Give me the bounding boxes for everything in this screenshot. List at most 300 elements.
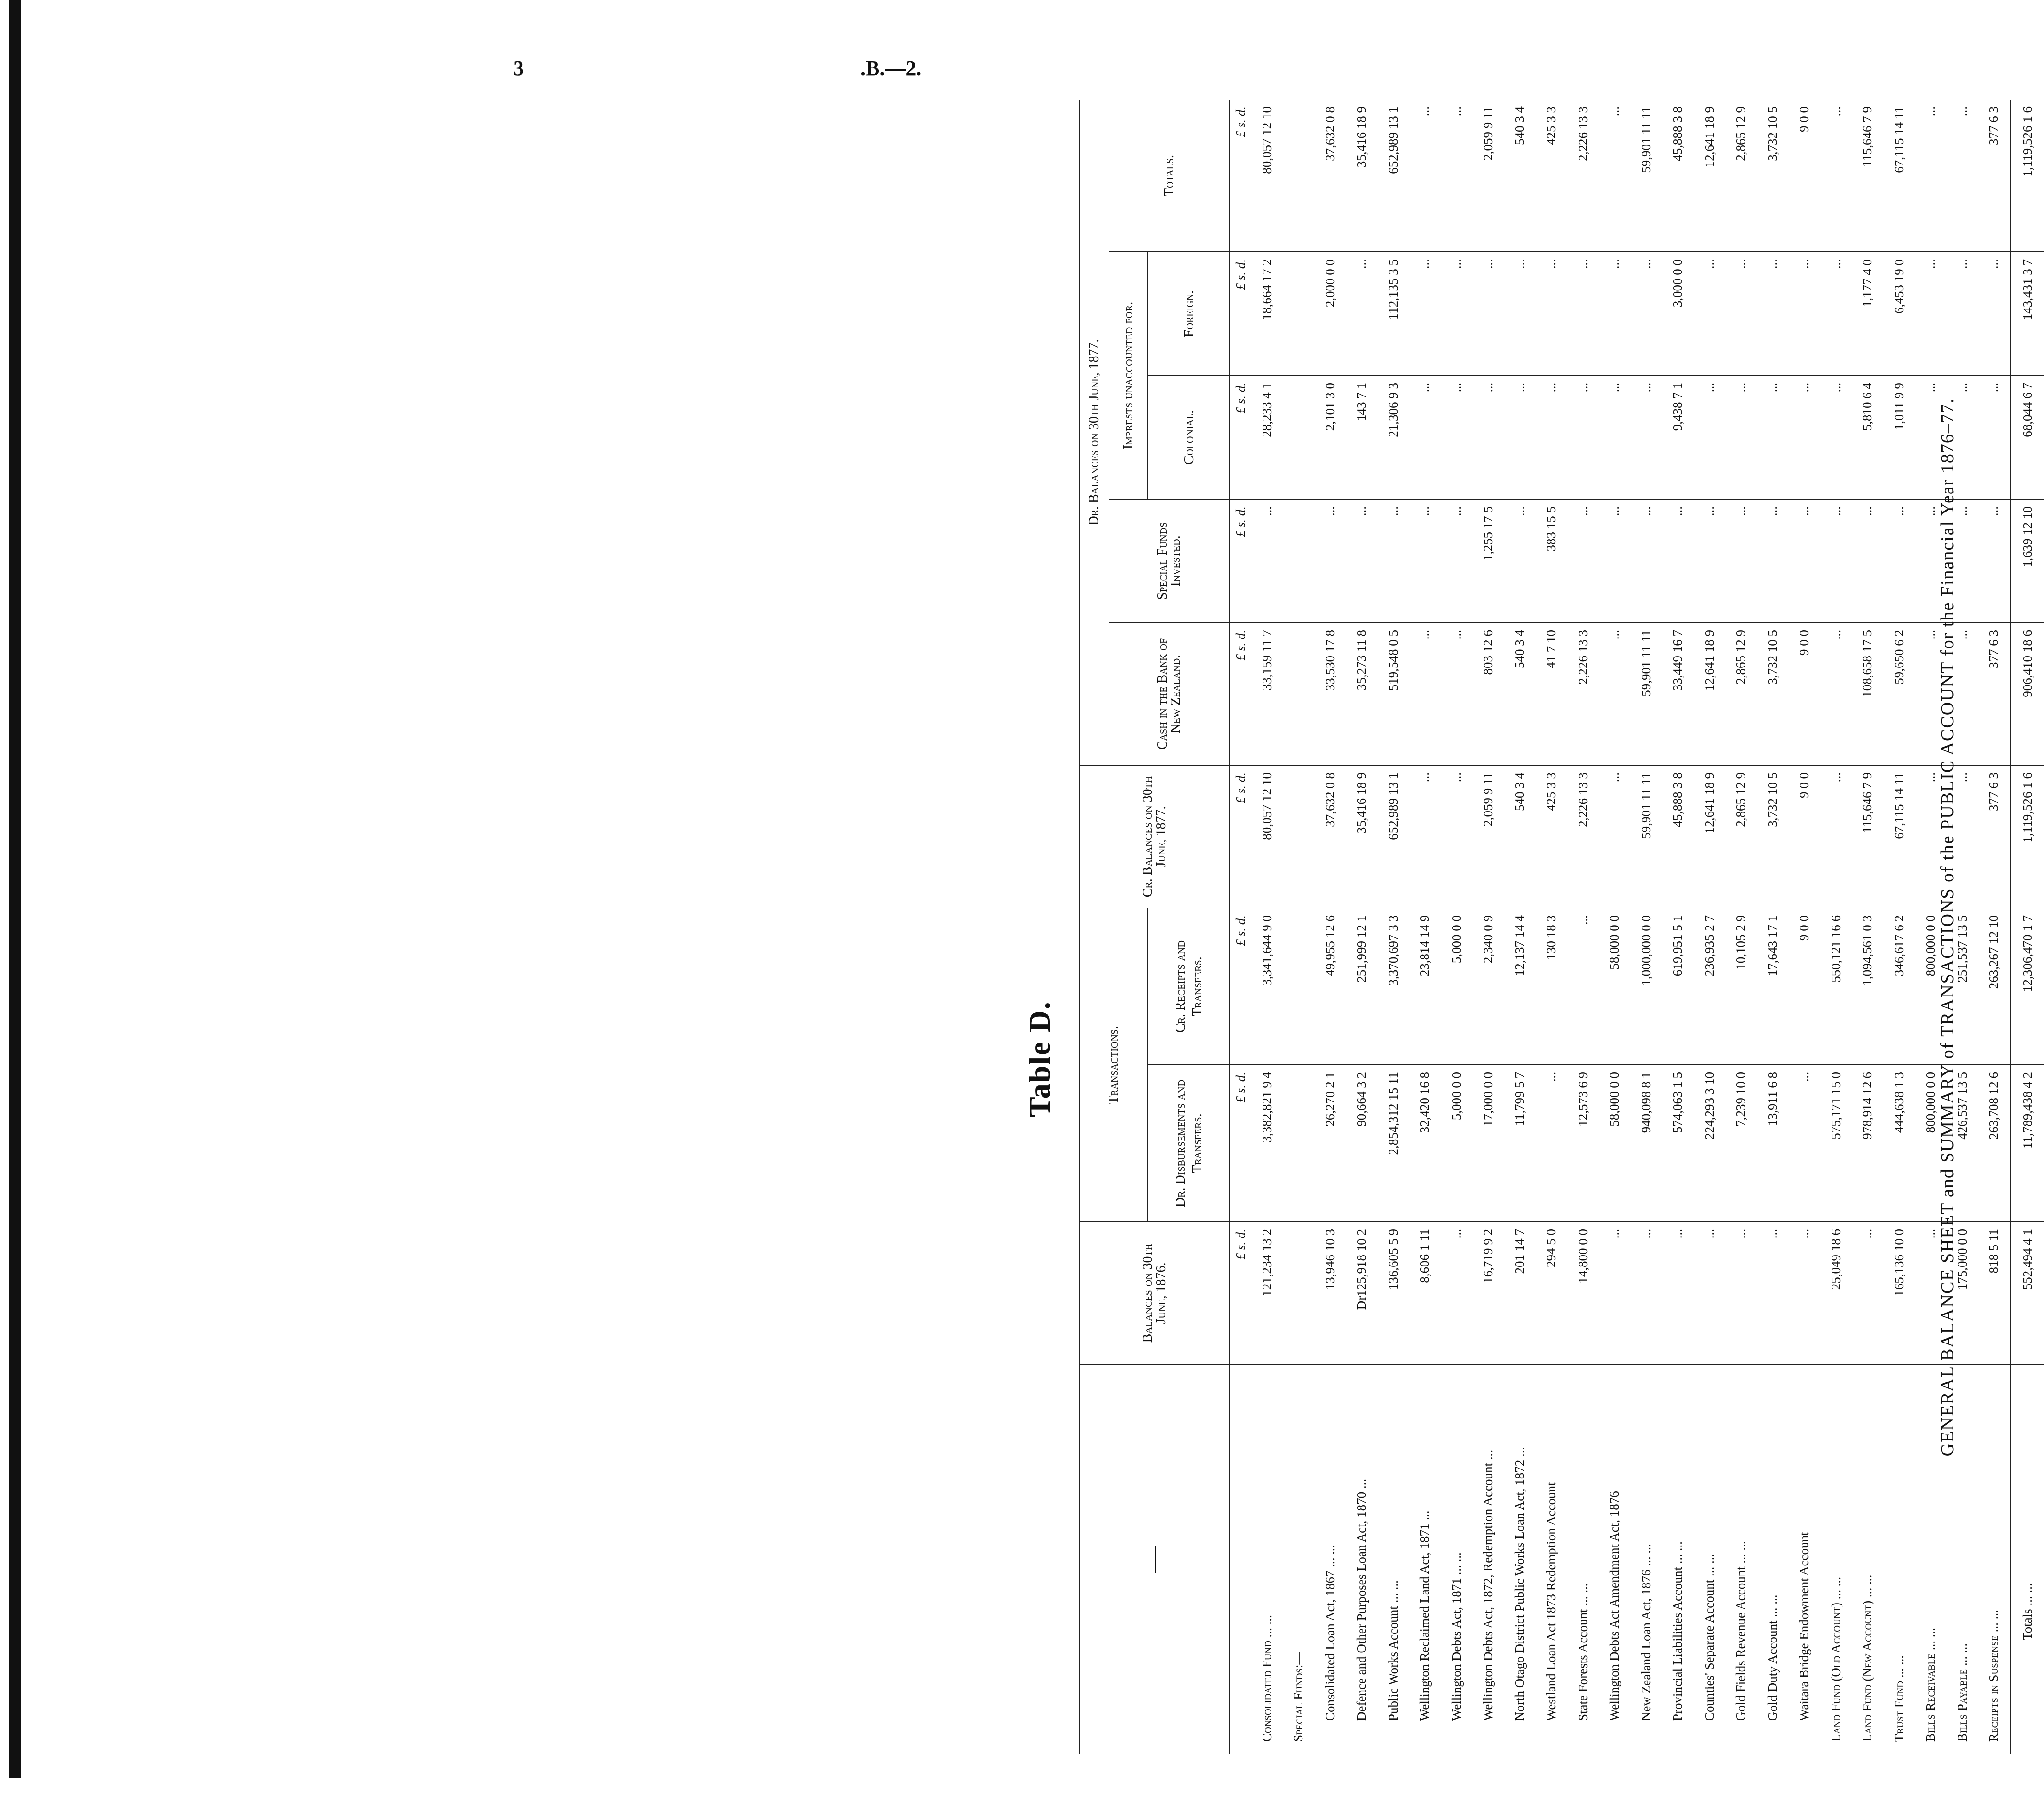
cell-bal76: 175,000 0 0: [1947, 1222, 1978, 1364]
cell-cr: 550,121 16 6: [1820, 908, 1852, 1065]
unit-label: £ s. d.: [1230, 1065, 1251, 1222]
table-row: [1473, 100, 1504, 1754]
cell-for: ...: [1726, 252, 1757, 376]
row-label: Consolidated Fund ... ...: [1251, 1364, 1283, 1754]
cell-bal76: ...: [1852, 1222, 1884, 1364]
cell-cr: 619,951 5 1: [1662, 908, 1694, 1065]
row-label: Westland Loan Act 1873 Redemption Account: [1536, 1364, 1568, 1754]
unit-label: £ s. d.: [1230, 499, 1251, 623]
cell-tot: 2,059 9 11: [1481, 106, 1495, 161]
table-row: [1378, 100, 1409, 1754]
cell-inv: ...: [1314, 499, 1346, 623]
cell-col: ...: [1536, 376, 1568, 499]
unit-label: £ s. d.: [1230, 908, 1251, 1065]
cell-crbal: ...: [1915, 765, 1947, 908]
cell-inv: ...: [1852, 499, 1884, 623]
cell-dr: 58,000 0 0: [1599, 1065, 1631, 1222]
cell-for: ...: [1536, 252, 1568, 376]
unit-label: £ s. d.: [1230, 623, 1251, 765]
cell-for: ...: [1789, 252, 1821, 376]
page-number: 3: [513, 57, 524, 80]
cell-dr: 224,293 3 10: [1694, 1065, 1726, 1222]
label-column-header: ——: [1080, 1364, 1230, 1754]
cell-cash: 12,641 18 9: [1694, 623, 1726, 765]
cell-dr: 263,708 12 6: [1978, 1065, 2011, 1222]
cell-tot: 2,226 13 3: [1575, 106, 1590, 161]
cell-for: [1283, 252, 1315, 376]
cell-cash: [1283, 623, 1315, 765]
cell-cash: ...: [1409, 623, 1441, 765]
table-row: [1567, 100, 1599, 1754]
row-label: Wellington Debts Act, 1871 ... ...: [1441, 1364, 1473, 1754]
cell-cr: 2,340 0 9: [1473, 908, 1504, 1065]
cell-inv: ...: [1599, 499, 1631, 623]
cell-dr: 13,911 6 8: [1757, 1065, 1789, 1222]
cell-inv: ...: [1757, 499, 1789, 623]
cell-for: 6,453 19 0: [1883, 252, 1915, 376]
table-title: Table D.: [1022, 1001, 1056, 1117]
cell-cr: [1283, 908, 1315, 1065]
row-label: Defence and Other Purposes Loan Act, 1870 ...: [1346, 1364, 1378, 1754]
cell-for: ...: [1504, 252, 1536, 376]
cell-crbal: ...: [1599, 765, 1631, 908]
binding-edge: [9, 0, 21, 1778]
row-label: Receipts in Suspense ... ...: [1978, 1364, 2011, 1754]
row-label: North Otago District Public Works Loan Act, 1872 ...: [1504, 1364, 1536, 1754]
cell-dr: 17,000 0 0: [1473, 1065, 1504, 1222]
unit-label: £ s. d.: [1230, 252, 1251, 376]
cell-for: ...: [1820, 252, 1852, 376]
cell-tot: 540 3 4: [1512, 106, 1527, 145]
cell-crbal: 67,115 14 11: [1883, 765, 1915, 908]
cell-tot: 9 0 0: [1797, 106, 1812, 132]
cell-dr: [1283, 1065, 1315, 1222]
cell-cr: 346,617 6 2: [1883, 908, 1915, 1065]
cell-crbal: 2,865 12 9: [1726, 765, 1757, 908]
cell-bal76: 14,800 0 0: [1567, 1222, 1599, 1364]
cell-crbal: 37,632 0 8: [1314, 765, 1346, 908]
cell-col: ...: [1978, 376, 2011, 499]
cell-cr: 3,370,697 3 3: [1378, 908, 1409, 1065]
cell-cr: 58,000 0 0: [1599, 908, 1631, 1065]
cell-col: 21,306 9 3: [1378, 376, 1409, 499]
header-imprests: Imprests unaccounted for.: [1109, 252, 1148, 499]
cell-for: ...: [1441, 252, 1473, 376]
header-totals: Totals.: [1109, 100, 1230, 252]
cell-dr: 32,420 16 8: [1409, 1065, 1441, 1222]
cell-cr: 23,814 14 9: [1409, 908, 1441, 1065]
cell-bal76: 136,605 5 9: [1378, 1222, 1409, 1364]
cell-crbal: 45,888 3 8: [1662, 765, 1694, 908]
row-label: Bills Payable ... ...: [1947, 1364, 1978, 1754]
cell-inv: ...: [1346, 499, 1378, 623]
cell-inv: ...: [1694, 499, 1726, 623]
cell-tot: ...: [1923, 106, 1938, 116]
cell-cr: 1,094,561 0 3: [1852, 908, 1884, 1065]
table-row: [1630, 100, 1662, 1754]
cell-tot: ...: [1417, 106, 1432, 116]
cell-bal76: 294 5 0: [1536, 1222, 1568, 1364]
cell-tot: 3,732 10 5: [1765, 106, 1780, 161]
cell-crbal: 2,226 13 3: [1567, 765, 1599, 908]
cell-dr: 800,000 0 0: [1915, 1065, 1947, 1222]
total-tot: 1,119,526 1 6: [2010, 100, 2044, 252]
cell-cash: 377 6 3: [1978, 623, 2011, 765]
cell-for: 3,000 0 0: [1662, 252, 1694, 376]
total-cash: 906,410 18 6: [2010, 623, 2044, 765]
cell-cash: ...: [1947, 623, 1978, 765]
cell-col: ...: [1473, 376, 1504, 499]
cell-tot: 2,865 12 9: [1734, 106, 1748, 161]
cell-crbal: 9 0 0: [1789, 765, 1821, 908]
total-bal76: 552,494 4 1: [2010, 1222, 2044, 1364]
header-cr-balances-1877: Cr. Balances on 30th June, 1877.: [1080, 765, 1230, 908]
cell-col: ...: [1915, 376, 1947, 499]
cell-cash: 803 12 6: [1473, 623, 1504, 765]
cell-inv: ...: [1409, 499, 1441, 623]
cell-bal76: ...: [1757, 1222, 1789, 1364]
header-dr-balances-1877: Dr. Balances on 30th June, 1877.: [1080, 100, 1109, 765]
cell-col: ...: [1630, 376, 1662, 499]
cell-dr: ...: [1536, 1065, 1568, 1222]
cell-col: ...: [1789, 376, 1821, 499]
header-cr-receipts: Cr. Receipts and Transfers.: [1148, 908, 1230, 1065]
cell-for: ...: [1630, 252, 1662, 376]
unit-row: [1230, 100, 1251, 1754]
cell-cr: 49,955 12 6: [1314, 908, 1346, 1065]
cell-tot: 67,115 14 11: [1891, 106, 1906, 173]
cell-for: ...: [1978, 252, 2011, 376]
cell-cash: ...: [1915, 623, 1947, 765]
cell-inv: ...: [1820, 499, 1852, 623]
cell-inv: ...: [1883, 499, 1915, 623]
cell-inv: ...: [1726, 499, 1757, 623]
row-label: Wellington Reclaimed Land Act, 1871 ...: [1409, 1364, 1441, 1754]
cell-tot: ...: [1449, 106, 1464, 116]
table-row: [1883, 100, 1915, 1754]
cell-col: 1,011 9 9: [1883, 376, 1915, 499]
cell-crbal: ...: [1947, 765, 1978, 908]
cell-cr: 5,000 0 0: [1441, 908, 1473, 1065]
row-label: New Zealand Loan Act, 1876 ... ...: [1630, 1364, 1662, 1754]
cell-bal76: ...: [1630, 1222, 1662, 1364]
cell-dr: 90,664 3 2: [1346, 1065, 1378, 1222]
cell-bal76: ...: [1599, 1222, 1631, 1364]
cell-col: 9,438 7 1: [1662, 376, 1694, 499]
table-row: [1283, 100, 1315, 1754]
cell-for: ...: [1599, 252, 1631, 376]
cell-tot: 12,641 18 9: [1702, 106, 1716, 168]
cell-dr: 7,239 10 0: [1726, 1065, 1757, 1222]
cell-cash: 108,658 17 5: [1852, 623, 1884, 765]
cell-inv: ...: [1662, 499, 1694, 623]
cell-dr: 978,914 12 6: [1852, 1065, 1884, 1222]
row-label: Bills Receivable ... ...: [1915, 1364, 1947, 1754]
cell-crbal: 35,416 18 9: [1346, 765, 1378, 908]
cell-crbal: 12,641 18 9: [1694, 765, 1726, 908]
total-crbal: 1,119,526 1 6: [2010, 765, 2044, 908]
cell-bal76: 121,234 13 2: [1251, 1222, 1283, 1364]
row-label: Public Works Account ... ...: [1378, 1364, 1409, 1754]
cell-bal76: [1283, 1222, 1315, 1364]
page-reference: .B.—2.: [860, 57, 922, 80]
table-row: [1599, 100, 1631, 1754]
total-for: 143,431 3 7: [2010, 252, 2044, 376]
cell-tot: ...: [1607, 106, 1622, 116]
cell-cr: 1,000,000 0 0: [1630, 908, 1662, 1065]
row-label: Special Funds:—: [1283, 1364, 1315, 1754]
cell-for: 1,177 4 0: [1852, 252, 1884, 376]
cell-crbal: 2,059 9 11: [1473, 765, 1504, 908]
cell-cr: 3,341,644 9 0: [1251, 908, 1283, 1065]
cell-col: ...: [1599, 376, 1631, 499]
cell-inv: 383 15 5: [1536, 499, 1568, 623]
cell-cash: 59,650 6 2: [1883, 623, 1915, 765]
row-label: Wellington Debts Act Amendment Act, 1876: [1599, 1364, 1631, 1754]
row-label: Gold Duty Account ... ...: [1757, 1364, 1789, 1754]
rotated-page-content: [1012, 100, 2034, 1754]
unit-label: £ s. d.: [1230, 1222, 1251, 1364]
cell-cash: 9 0 0: [1789, 623, 1821, 765]
header-transactions: Transactions.: [1080, 908, 1148, 1222]
cell-col: 5,810 6 4: [1852, 376, 1884, 499]
cell-crbal: [1283, 765, 1315, 908]
cell-dr: 940,098 8 1: [1630, 1065, 1662, 1222]
row-label: Land Fund (Old Account) ... ...: [1820, 1364, 1852, 1754]
cell-tot: 425 3 3: [1544, 106, 1559, 145]
cell-cr: ...: [1567, 908, 1599, 1065]
table-row: [1726, 100, 1757, 1754]
total-dr: 11,789,438 4 2: [2010, 1065, 2044, 1222]
cell-dr: 2,854,312 15 11: [1378, 1065, 1409, 1222]
cell-col: ...: [1694, 376, 1726, 499]
cell-cr: 17,643 17 1: [1757, 908, 1789, 1065]
cell-col: 28,233 4 1: [1251, 376, 1283, 499]
cell-tot: ...: [1828, 106, 1843, 116]
cell-inv: ...: [1567, 499, 1599, 623]
cell-inv: ...: [1947, 499, 1978, 623]
cell-tot: 59,901 11 11: [1639, 106, 1653, 173]
cell-cash: 519,548 0 5: [1378, 623, 1409, 765]
header-foreign: Foreign.: [1148, 252, 1230, 376]
cell-cash: 59,901 11 11: [1630, 623, 1662, 765]
cell-cash: 41 7 10: [1536, 623, 1568, 765]
cell-for: 18,664 17 2: [1251, 252, 1283, 376]
cell-bal76: ...: [1726, 1222, 1757, 1364]
cell-tot: 115,646 7 9: [1860, 106, 1875, 167]
cell-tot: ...: [1955, 106, 1969, 116]
table-row: [1789, 100, 1821, 1754]
cell-crbal: 540 3 4: [1504, 765, 1536, 908]
cell-bal76: 8,606 1 11: [1409, 1222, 1441, 1364]
cell-col: ...: [1757, 376, 1789, 499]
cell-bal76: 13,946 10 3: [1314, 1222, 1346, 1364]
cell-dr: ...: [1789, 1065, 1821, 1222]
header-cash-bank: Cash in the Bank of New Zealand.: [1109, 623, 1230, 765]
table-row: [1346, 100, 1378, 1754]
total-inv: 1,639 12 10: [2010, 499, 2044, 623]
cell-inv: 1,255 17 5: [1473, 499, 1504, 623]
cell-bal76: 165,136 10 0: [1883, 1222, 1915, 1364]
cell-col: ...: [1947, 376, 1978, 499]
cell-col: ...: [1726, 376, 1757, 499]
cell-crbal: 425 3 3: [1536, 765, 1568, 908]
cell-for: ...: [1947, 252, 1978, 376]
cell-tot: 377 6 3: [1986, 106, 2001, 145]
cell-cash: 2,865 12 9: [1726, 623, 1757, 765]
cell-col: ...: [1820, 376, 1852, 499]
cell-dr: 5,000 0 0: [1441, 1065, 1473, 1222]
header-dr-disbursements: Dr. Disbursements and Transfers.: [1148, 1065, 1230, 1222]
cell-bal76: 201 14 7: [1504, 1222, 1536, 1364]
cell-tot: 45,888 3 8: [1670, 106, 1685, 161]
cell-cash: 33,159 11 7: [1251, 623, 1283, 765]
cell-cr: 10,105 2 9: [1726, 908, 1757, 1065]
cell-bal76: ...: [1662, 1222, 1694, 1364]
cell-bal76: 16,719 9 2: [1473, 1222, 1504, 1364]
table-row: [1978, 100, 2011, 1754]
table-row: [1314, 100, 1346, 1754]
cell-cr: 236,935 2 7: [1694, 908, 1726, 1065]
cell-inv: ...: [1915, 499, 1947, 623]
cell-bal76: 25,049 18 6: [1820, 1222, 1852, 1364]
cell-crbal: ...: [1409, 765, 1441, 908]
table-row: [1409, 100, 1441, 1754]
cell-for: ...: [1567, 252, 1599, 376]
cell-for: ...: [1346, 252, 1378, 376]
cell-dr: 3,382,821 9 4: [1251, 1065, 1283, 1222]
cell-for: 2,000 0 0: [1314, 252, 1346, 376]
cell-bal76: ...: [1915, 1222, 1947, 1364]
cell-cash: 35,273 11 8: [1346, 623, 1378, 765]
cell-cash: ...: [1599, 623, 1631, 765]
cell-inv: [1283, 499, 1315, 623]
cell-inv: ...: [1378, 499, 1409, 623]
cell-dr: 11,799 5 7: [1504, 1065, 1536, 1222]
cell-bal76: ...: [1441, 1222, 1473, 1364]
totals-row: [2010, 100, 2044, 1754]
balance-sheet-table: [1079, 100, 2044, 1754]
cell-col: ...: [1567, 376, 1599, 499]
cell-cr: 263,267 12 10: [1978, 908, 2011, 1065]
cell-tot: [1283, 100, 1315, 252]
cell-cr: 9 0 0: [1789, 908, 1821, 1065]
cell-crbal: ...: [1441, 765, 1473, 908]
cell-cash: 540 3 4: [1504, 623, 1536, 765]
cell-inv: ...: [1504, 499, 1536, 623]
cell-inv: ...: [1630, 499, 1662, 623]
cell-tot: 35,416 18 9: [1354, 106, 1369, 168]
row-label: Provincial Liabilities Account ... ...: [1662, 1364, 1694, 1754]
cell-crbal: 80,057 12 10: [1251, 765, 1283, 908]
cell-col: 143 7 1: [1346, 376, 1378, 499]
cell-bal76: Dr125,918 10 2: [1346, 1222, 1378, 1364]
cell-inv: ...: [1251, 499, 1283, 623]
cell-cr: 130 18 3: [1536, 908, 1568, 1065]
cell-crbal: 377 6 3: [1978, 765, 2011, 908]
cell-col: 2,101 3 0: [1314, 376, 1346, 499]
cell-tot: 37,632 0 8: [1322, 106, 1337, 161]
cell-inv: ...: [1978, 499, 2011, 623]
cell-crbal: 59,901 11 11: [1630, 765, 1662, 908]
cell-col: [1283, 376, 1315, 499]
row-label: Waitara Bridge Endowment Account: [1789, 1364, 1821, 1754]
cell-tot: 80,057 12 10: [1259, 106, 1274, 174]
row-label: State Forests Account ... ...: [1567, 1364, 1599, 1754]
cell-cash: 2,226 13 3: [1567, 623, 1599, 765]
row-label: Gold Fields Revenue Account ... ...: [1726, 1364, 1757, 1754]
table-row: [1504, 100, 1536, 1754]
cell-dr: 12,573 6 9: [1567, 1065, 1599, 1222]
unit-label: £ s. d.: [1230, 376, 1251, 499]
row-label: Consolidated Loan Act, 1867 ... ...: [1314, 1364, 1346, 1754]
cell-dr: 26,270 2 1: [1314, 1065, 1346, 1222]
cell-cash: 33,449 16 7: [1662, 623, 1694, 765]
cell-bal76: 818 5 11: [1978, 1222, 2011, 1364]
header-colonial: Colonial.: [1148, 376, 1230, 499]
table-row: [1694, 100, 1726, 1754]
document-title: GENERAL BALANCE SHEET and SUMMARY of TRANSACTIONS of the PUBLIC ACCOUNT for the Financial Year 1876–77.: [1938, 397, 1957, 1457]
cell-for: 112,135 3 5: [1378, 252, 1409, 376]
row-label: Trust Fund ... ...: [1883, 1364, 1915, 1754]
cell-crbal: 3,732 10 5: [1757, 765, 1789, 908]
totals-label: Totals ... ...: [2010, 1364, 2044, 1754]
cell-crbal: ...: [1820, 765, 1852, 908]
cell-cash: ...: [1441, 623, 1473, 765]
table-row: [1757, 100, 1789, 1754]
cell-for: ...: [1473, 252, 1504, 376]
cell-cash: 3,732 10 5: [1757, 623, 1789, 765]
cell-cr: 800,000 0 0: [1915, 908, 1947, 1065]
table-row: [1441, 100, 1473, 1754]
table-row: [1662, 100, 1694, 1754]
total-col: 68,044 6 7: [2010, 376, 2044, 499]
cell-bal76: ...: [1694, 1222, 1726, 1364]
row-label: Land Fund (New Account) ... ...: [1852, 1364, 1884, 1754]
cell-bal76: ...: [1789, 1222, 1821, 1364]
cell-for: ...: [1757, 252, 1789, 376]
cell-cr: 251,537 13 5: [1947, 908, 1978, 1065]
table-row: [1536, 100, 1568, 1754]
row-label: Wellington Debts Act, 1872, Redemption Account ...: [1473, 1364, 1504, 1754]
header-special-invested: Special Funds Invested.: [1109, 499, 1230, 623]
cell-for: ...: [1915, 252, 1947, 376]
table-row: [1251, 100, 1283, 1754]
cell-dr: 575,171 15 0: [1820, 1065, 1852, 1222]
table-row: [1852, 100, 1884, 1754]
cell-tot: 652,989 13 1: [1386, 106, 1400, 174]
cell-inv: ...: [1441, 499, 1473, 623]
cell-col: ...: [1441, 376, 1473, 499]
header-balances-1876: Balances on 30th June, 1876.: [1080, 1222, 1230, 1364]
cell-col: ...: [1504, 376, 1536, 499]
cell-col: ...: [1409, 376, 1441, 499]
cell-cr: 251,999 12 1: [1346, 908, 1378, 1065]
cell-for: ...: [1694, 252, 1726, 376]
row-label: Counties' Separate Account ... ...: [1694, 1364, 1726, 1754]
cell-dr: 574,063 1 5: [1662, 1065, 1694, 1222]
cell-crbal: 652,989 13 1: [1378, 765, 1409, 908]
cell-dr: 426,537 13 5: [1947, 1065, 1978, 1222]
cell-cash: 33,530 17 8: [1314, 623, 1346, 765]
unit-label: £ s. d.: [1230, 765, 1251, 908]
cell-cr: 12,137 14 4: [1504, 908, 1536, 1065]
cell-cash: ...: [1820, 623, 1852, 765]
total-cr: 12,306,470 1 7: [2010, 908, 2044, 1065]
cell-inv: ...: [1789, 499, 1821, 623]
unit-label: £ s. d.: [1233, 106, 1248, 137]
cell-crbal: 115,646 7 9: [1852, 765, 1884, 908]
